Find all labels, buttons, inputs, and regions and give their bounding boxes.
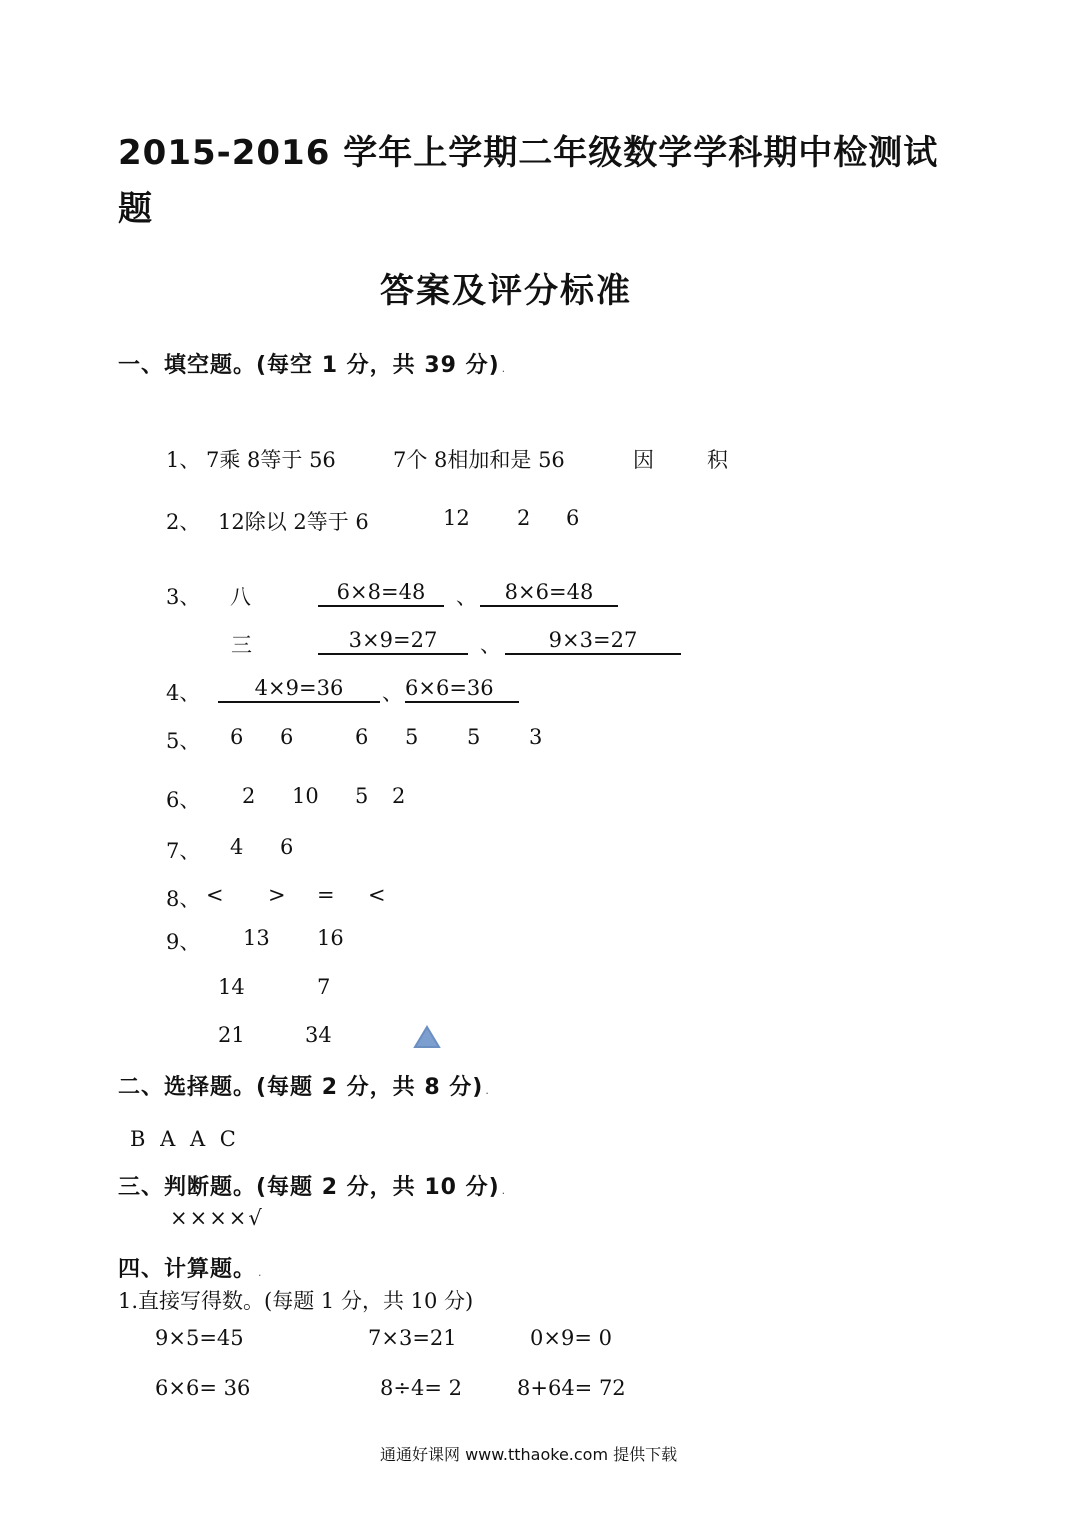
- q8-value: <: [368, 883, 386, 907]
- q3-row1-sep: 、: [456, 585, 477, 609]
- q9-value: 7: [317, 975, 331, 999]
- q3-row1-eq2: 8×6=48: [480, 579, 618, 607]
- q7-value: 4: [230, 835, 244, 859]
- section-2-heading: 二、选择题。(每题 2 分，共 8 分) .: [118, 1070, 490, 1101]
- calc-item: 7×3=21: [368, 1326, 457, 1350]
- q3-row2-eq1: 3×9=27: [318, 627, 468, 655]
- q5-value: 5: [467, 725, 481, 749]
- q1-answer-c: 因: [633, 448, 654, 472]
- section-1-heading: 一、填空题。(每空 1 分，共 39 分) .: [118, 348, 506, 379]
- document-title: [118, 133, 938, 229]
- footer-text: 通通好课网 www.tthaoke.com 提供下载: [380, 1445, 678, 1464]
- q8-value: =: [317, 883, 335, 907]
- section-3-heading: 三、判断题。(每题 2 分，共 10 分) .: [118, 1170, 506, 1201]
- q3-row2-sep: 、: [480, 633, 501, 657]
- q1-answer-b: 7个 8相加和是 56: [393, 448, 565, 472]
- q5-value: 6: [280, 725, 294, 749]
- q9-value: 21: [218, 1023, 245, 1047]
- q1-answer-d: 积: [707, 448, 728, 472]
- q3-row2-eq2: 9×3=27: [505, 627, 681, 655]
- q4-sep: 、: [382, 681, 403, 705]
- q2-number: 2、: [166, 510, 201, 534]
- section-4-heading: 四、计算题。 .: [118, 1252, 263, 1283]
- calc-item: 6×6= 36: [155, 1376, 251, 1400]
- q4-eq2: 6×6=36: [405, 675, 519, 703]
- q3-row1-eq1: 6×8=48: [318, 579, 444, 607]
- q1-answer-a: 7乘 8等于 56: [206, 448, 336, 472]
- section-2-answers: B A A C: [130, 1127, 236, 1151]
- triangle-shape-icon: [413, 1025, 441, 1049]
- q4-eq1: 4×9=36: [218, 675, 380, 703]
- q7-value: 6: [280, 835, 294, 859]
- calc-item: 0×9= 0: [530, 1326, 612, 1350]
- q8-number: 8、: [166, 887, 201, 911]
- q3-row2-label: 三: [231, 633, 252, 657]
- q6-value: 5: [355, 784, 369, 808]
- q9-value: 14: [218, 975, 245, 999]
- section-4-sub-1: 1.直接写得数。(每题 1 分，共 10 分): [118, 1289, 474, 1313]
- q6-value: 10: [292, 784, 319, 808]
- q6-value: 2: [392, 784, 406, 808]
- q4-number: 4、: [166, 681, 201, 705]
- q9-value: 16: [317, 926, 344, 950]
- q6-value: 2: [242, 784, 256, 808]
- q5-value: 5: [405, 725, 419, 749]
- title-line-2: 题: [118, 189, 153, 229]
- q2-answer-d: 6: [566, 506, 580, 530]
- q9-value: 34: [305, 1023, 332, 1047]
- q9-value: 13: [243, 926, 270, 950]
- q5-value: 6: [230, 725, 244, 749]
- q7-number: 7、: [166, 839, 201, 863]
- q5-number: 5、: [166, 729, 201, 753]
- q3-row1-label: 八: [230, 585, 251, 609]
- q8-value: >: [268, 883, 286, 907]
- q1-number: 1、: [166, 448, 201, 472]
- q8-value: <: [206, 883, 224, 907]
- q5-value: 6: [355, 725, 369, 749]
- q2-answer-a: 12除以 2等于 6: [218, 510, 369, 534]
- section-3-answers: ××××√: [170, 1206, 264, 1230]
- q5-value: 3: [529, 725, 543, 749]
- calc-item: 8+64= 72: [517, 1376, 626, 1400]
- q2-answer-c: 2: [517, 506, 531, 530]
- document-subtitle: 答案及评分标准: [380, 271, 632, 311]
- q9-number: 9、: [166, 930, 201, 954]
- calc-item: 9×5=45: [155, 1326, 244, 1350]
- calc-item: 8÷4= 2: [380, 1376, 462, 1400]
- q2-answer-b: 12: [443, 506, 470, 530]
- q6-number: 6、: [166, 788, 201, 812]
- q3-number: 3、: [166, 585, 201, 609]
- title-line-1: 2015-2016 学年上学期二年级数学学科期中检测试: [118, 133, 939, 173]
